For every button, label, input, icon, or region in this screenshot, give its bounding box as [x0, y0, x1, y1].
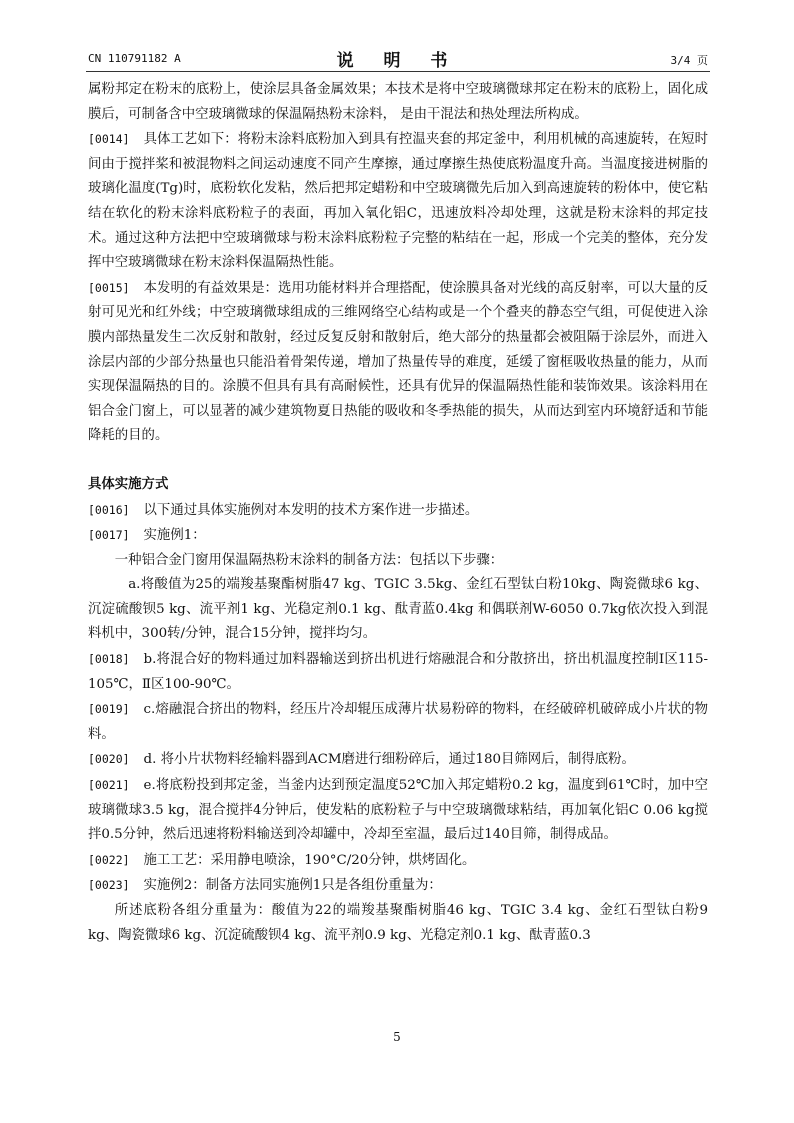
paragraph-number: [0016] [88, 502, 130, 517]
continuation-paragraph [88, 78, 708, 127]
paragraph-text: 实施例2：制备方法同实施例1只是各组份重量为： [143, 878, 442, 894]
paragraph-text: c.熔融混合挤出的物料，经压片冷却辊压成薄片状易粉碎的物料，在经破碎机破碎成小片状的物料。 [88, 702, 708, 742]
paragraph-0015 [88, 276, 708, 449]
paragraph-number: [0019] [88, 702, 130, 717]
paragraph-0022 [88, 848, 708, 874]
document-title: 说 明 书 [336, 51, 460, 71]
final-paragraph: 所述底粉各组分重量为：酸值为22的端羧基聚酯树脂46 kg、TGIC 3.4 kg、金红石型钛白粉9 kg、陶瓷微球6 kg、沉淀硫酸钡4 kg、流平剂0.9 kg、光稳定剂0.1 kg、酞青蓝0.3 [88, 903, 708, 943]
paragraph-0021 [88, 773, 708, 848]
paragraph-number: [0014] [88, 132, 130, 147]
paragraph-0018 [88, 647, 708, 697]
paragraph-number: [0020] [88, 752, 130, 767]
paragraph-text: 施工工艺：采用静电喷涂，190°C/20分钟，烘烤固化。 [143, 852, 476, 868]
paragraph-number: [0015] [88, 280, 130, 295]
paragraph-text: 实施例1： [143, 528, 206, 544]
paragraph-number: [0021] [88, 778, 130, 793]
page-indicator: 3/4 页 [670, 54, 708, 67]
paragraph-text: b.将混合好的物料通过加料器输送到挤出机进行熔融混合和分散挤出，挤出机温度控制Ⅰ区115-105℃，Ⅱ区100-90℃。 [88, 652, 708, 692]
paragraph-0016 [88, 498, 708, 524]
paragraph-number: [0018] [88, 652, 130, 667]
paragraph-text: 属粉邦定在粉末的底粉上，使涂层具备金属效果；本技术是将中空玻璃微球邦定在粉末的底粉上，固化成膜后，可制备含中空玻璃微球的保温隔热粉末涂料， 是由干混法和热处理法所构成。 [88, 82, 708, 122]
paragraph-text: d. 将小片状物料经输料器到ACM磨进行细粉碎后，通过180目筛网后，制得底粉。 [143, 752, 635, 768]
document-number: CN 110791182 A [88, 52, 181, 65]
paragraph-number: [0017] [88, 528, 130, 543]
step-a: a.将酸值为25的端羧基聚酯树脂47 kg、TGIC 3.5kg、金红石型钛白粉10kg、陶瓷微球6 kg、沉淀硫酸钡5 kg、流平剂1 kg、光稳定剂0.1 kg、酞青蓝0.4kg 和偶联剂W-6050 0.7kg依次投入到混料机中，300转/分钟，混合15分钟，搅拌均匀。 [88, 577, 708, 642]
paragraph-text: 以下通过具体实施例对本发明的技术方案作进一步描述。 [143, 502, 479, 518]
paragraph-text: e.将底粉投到邦定釜，当釜内达到预定温度52℃加入邦定蜡粉0.2 kg，温度到61℃时，加中空玻璃微球3.5 kg，混合搅拌4分钟后，使发粘的底粉粒子与中空玻璃微球粘结，再加氧化铝C 0.06 kg搅拌0.5分钟，然后迅速将粉料输送到冷却罐中，冷却至室温，最后过140目筛，制得成品。 [88, 778, 708, 843]
paragraph-0020 [88, 747, 708, 773]
page-header [88, 46, 708, 70]
paragraph-number: [0022] [88, 852, 130, 867]
paragraph-text: 本发明的有益效果是：选用功能材料并合理搭配，使涂膜具备对光线的高反射率，可以大量的反射可见光和红外线；中空玻璃微球组成的三维网络空心结构或是一个个叠夹的静态空气组，可促使进入涂膜内部热量发生二次反射和散射，经过反复反射和散射后，绝大部分的热量都会被阻隔于涂层外，而进入涂层内部的少部分热量也只能沿着骨架传递，增加了热量传导的难度，延缓了窗框吸收热量的能力，从而实现保温隔热的目的。涂膜不但具有具有高耐候性，还具有优异的保温隔热性能和装饰效果。该涂料用在铝合金门窗上，可以显著的减少建筑物夏日热能的吸收和冬季热能的损失，从而达到室内环境舒适和节能降耗的目的。 [88, 280, 708, 444]
paragraph-number: [0023] [88, 878, 130, 893]
method-intro: 一种铝合金门窗用保温隔热粉末涂料的制备方法：包括以下步骤： [114, 552, 504, 568]
paragraph-0017 [88, 523, 708, 549]
paragraph-text: 具体工艺如下：将粉末涂料底粉加入到具有控温夹套的邦定釜中，利用机械的高速旋转，在短时间由于搅拌桨和被混物料之间运动速度不同产生摩擦，通过摩擦生热使底粉温度升高。当温度接进树脂的玻璃化温度(Tg)时，底粉软化发粘，然后把邦定蜡粉和中空玻璃微先后加入到高速旋转的粉体中，使它粘结在软化的粉末涂料底粉粒子的表面，再加入氧化铝C，迅速放料冷却处理，这就是粉末涂料的邦定技术。通过这种方法把中空玻璃微球与粉末涂料底粉粒子完整的粘结在一起，形成一个完美的整体，充分发挥中空玻璃微球在粉末涂料保温隔热性能。 [88, 132, 708, 271]
page-number: 5 [393, 1030, 401, 1044]
paragraph-0023 [88, 873, 708, 899]
paragraph-0014 [88, 127, 708, 276]
document-body [88, 78, 708, 948]
header-rule [86, 71, 710, 72]
section-heading: 具体实施方式 [88, 476, 169, 492]
paragraph-0019 [88, 697, 708, 747]
